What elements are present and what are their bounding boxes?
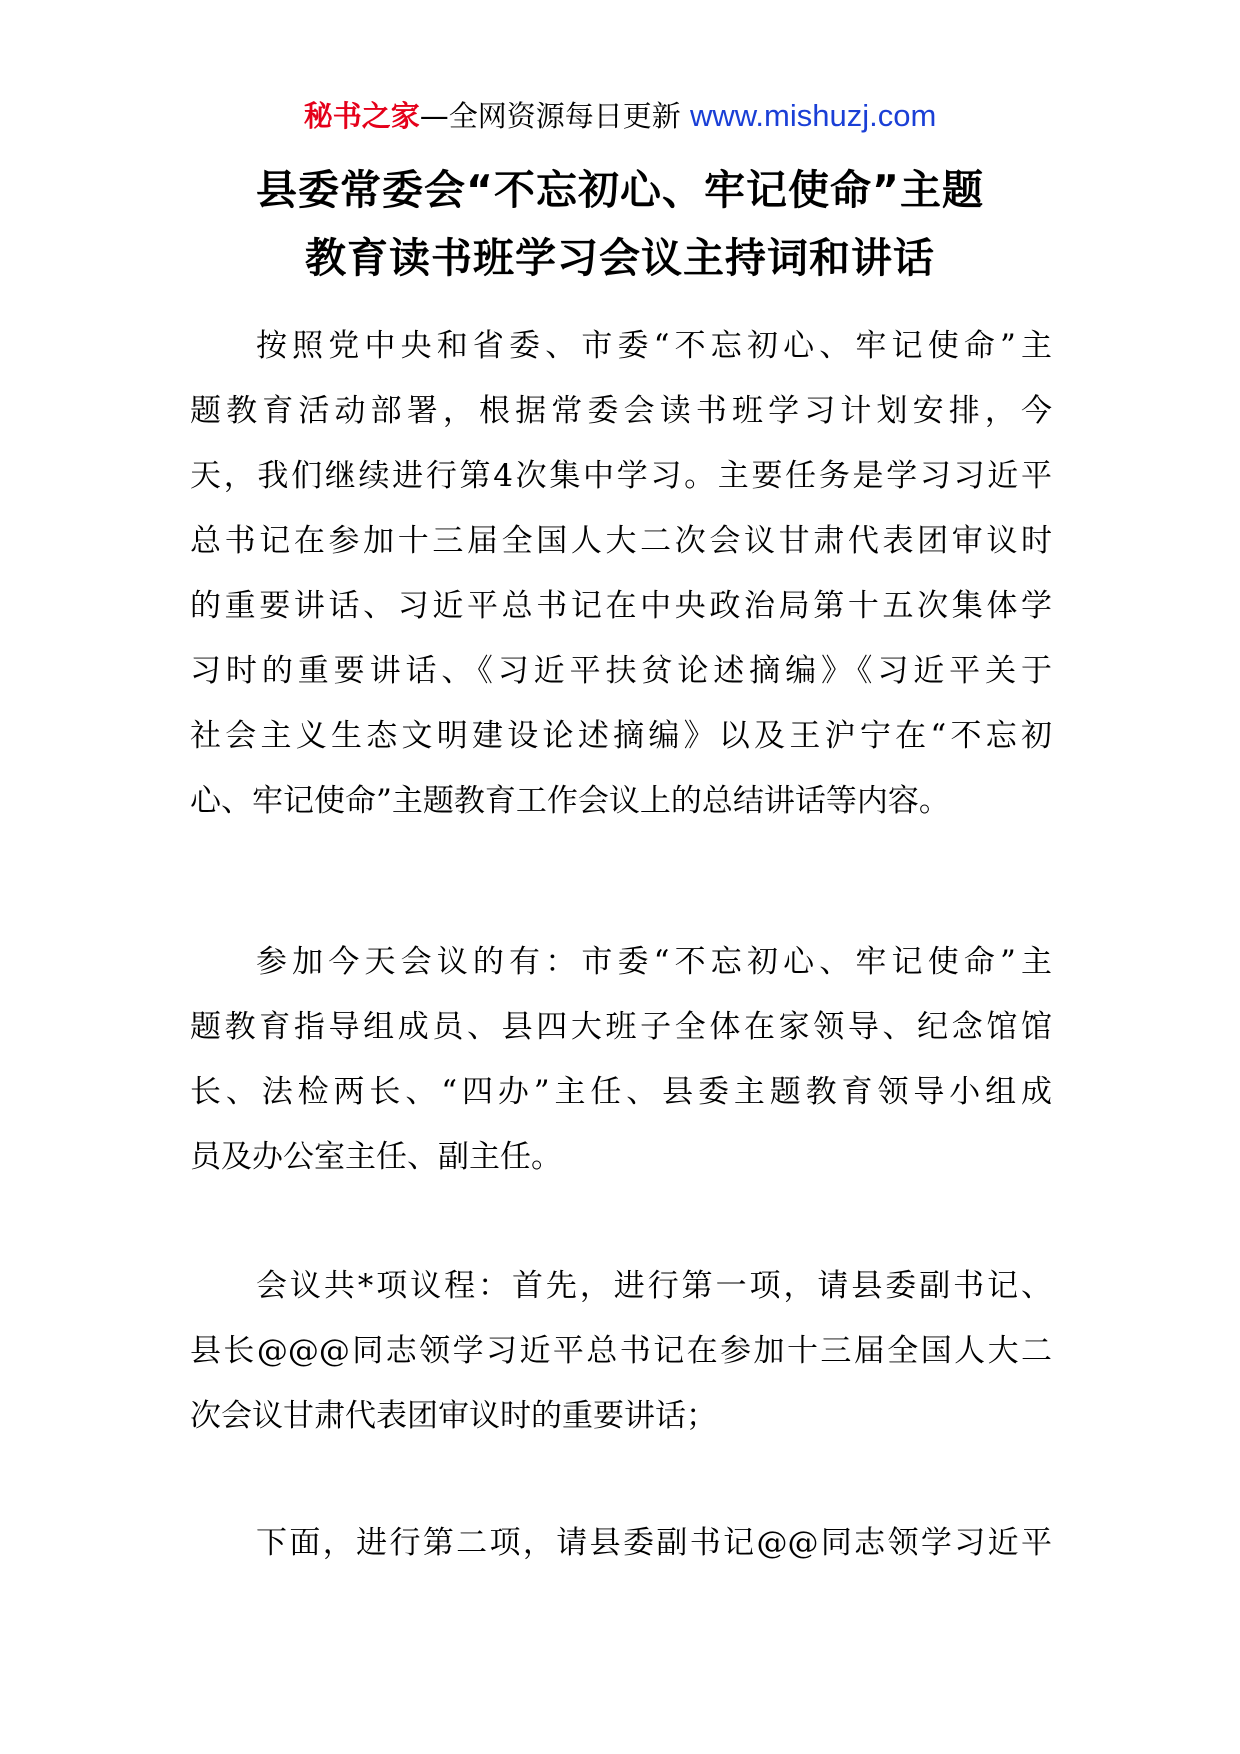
paragraph-line: 习时的重要讲话、《习近平扶贫论述摘编》《习近平关于 <box>190 653 1052 689</box>
paragraph-intro <box>190 314 1052 834</box>
paragraph-attendees <box>190 930 1052 1190</box>
paragraph-line: 题教育指导组成员、县四大班子全体在家领导、纪念馆馆 <box>190 1009 1052 1045</box>
paragraph-agenda <box>190 1254 1052 1449</box>
paragraph-line: 总书记在参加十三届全国人大二次会议甘肃代表团审议时 <box>190 523 1052 559</box>
paragraph-line: 天，我们继续进行第4次集中学习。主要任务是学习习近平 <box>190 458 1052 494</box>
paragraph-line: 的重要讲话、习近平总书记在中央政治局第十五次集体学 <box>190 588 1052 624</box>
paragraph-line: 县长@@@同志领学习近平总书记在参加十三届全国人大二 <box>190 1333 1052 1369</box>
paragraph-line: 题教育活动部署，根据常委会读书班学习计划安排，今 <box>190 393 1052 429</box>
paragraph-line: 会议共*项议程：首先，进行第一项，请县委副书记、 <box>256 1268 1052 1304</box>
paragraph-line: 下面，进行第二项，请县委副书记@@同志领学习近平 <box>256 1525 1052 1561</box>
document-title-line-2: 教育读书班学习会议主持词和讲话 <box>305 234 935 282</box>
brand-name: 秘书之家 <box>303 99 420 133</box>
paragraph-line: 心、牢记使命”主题教育工作会议上的总结讲话等内容。 <box>190 783 950 819</box>
paragraph-line: 长、法检两长、“四办”主任、县委主题教育领导小组成 <box>190 1074 1052 1110</box>
header-slogan: —全网资源每日更新 <box>419 99 681 133</box>
document-title-line-1: 县委常委会“不忘初心、牢记使命”主题 <box>256 166 984 214</box>
paragraph-line: 员及办公室主任、副主任。 <box>190 1139 562 1175</box>
paragraph-second-item <box>190 1511 1052 1576</box>
paragraph-line: 参加今天会议的有：市委“不忘初心、牢记使命”主 <box>256 944 1052 980</box>
paragraph-line: 社会主义生态文明建设论述摘编》以及王沪宁在“不忘初 <box>190 718 1052 754</box>
paragraph-line: 按照党中央和省委、市委“不忘初心、牢记使命”主 <box>256 328 1052 364</box>
site-url-link[interactable]: www.mishuzj.com <box>689 98 937 133</box>
site-header <box>0 96 1240 136</box>
paragraph-line: 次会议甘肃代表团审议时的重要讲话； <box>190 1398 717 1434</box>
